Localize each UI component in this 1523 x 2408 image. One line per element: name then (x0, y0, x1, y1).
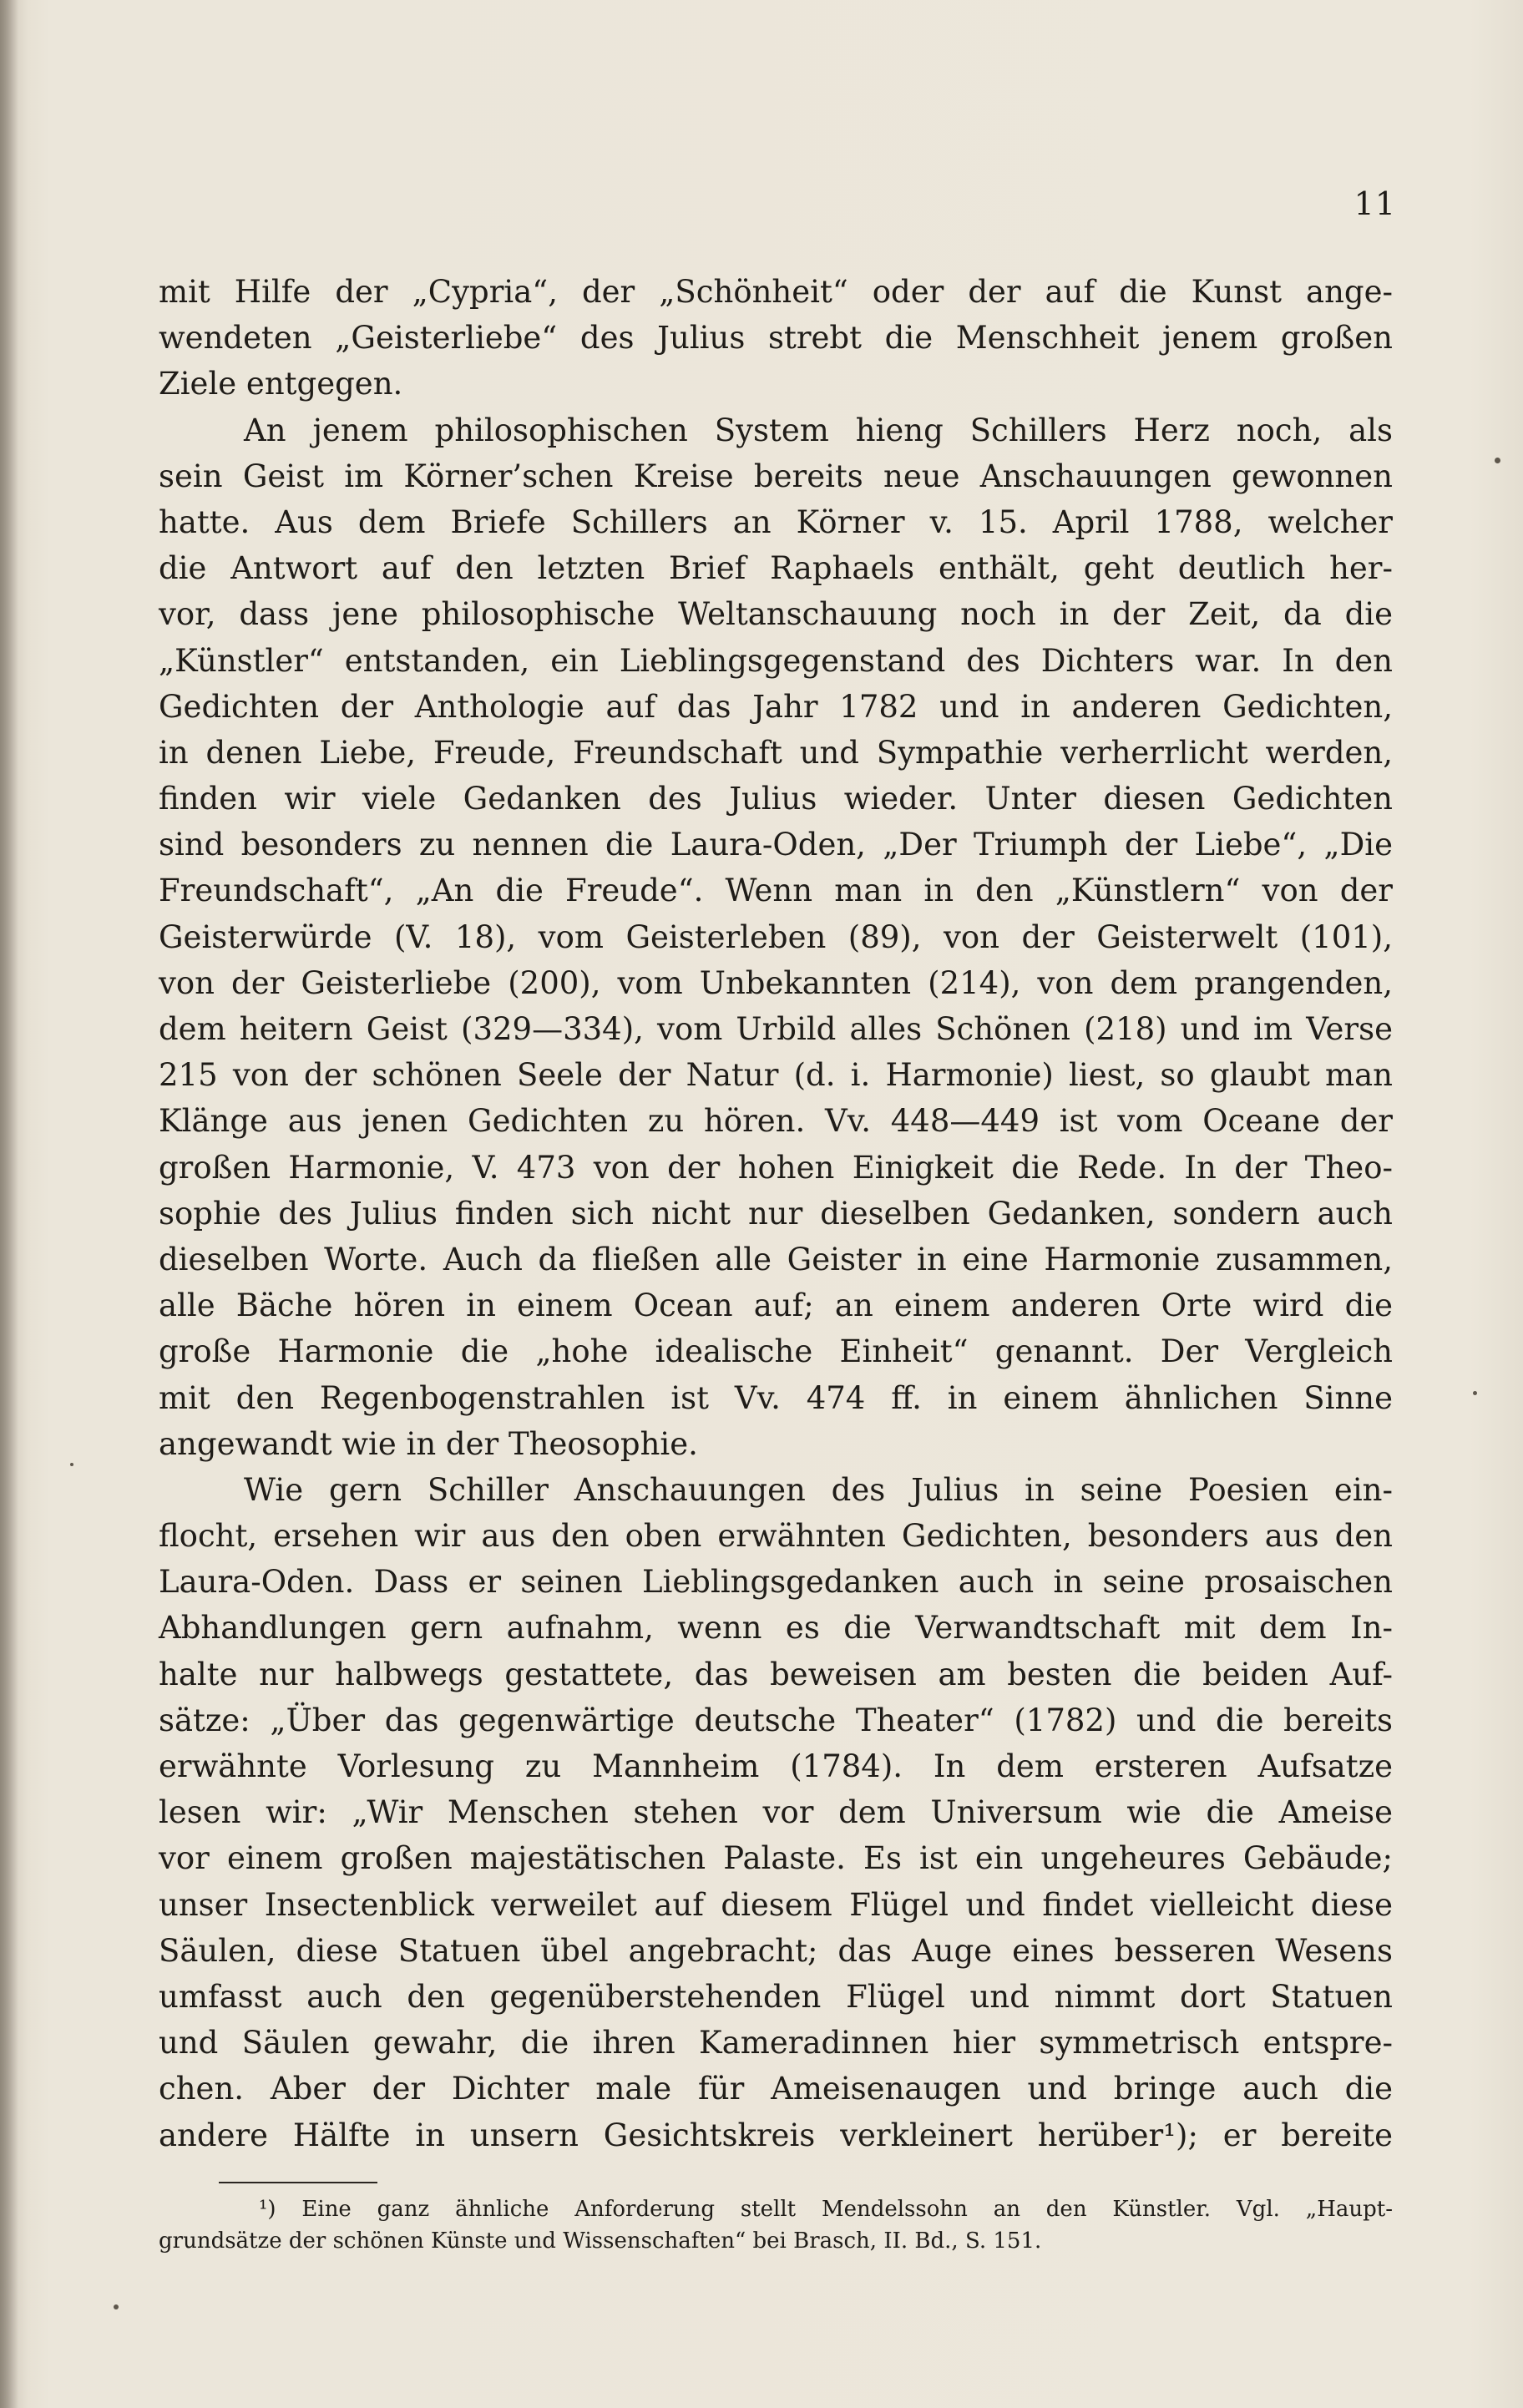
text-line: angewandt wie in der Theosophie. (159, 1425, 698, 1462)
text-line: große Harmonie die „hohe idealische Einheit“ genannt. Der Vergleich (159, 1333, 1393, 1370)
text-line: andere Hälfte in unsern Gesichtskreis verkleinert herüber¹); er bereite (159, 2117, 1393, 2153)
text-line: lesen wir: „Wir Menschen stehen vor dem Universum wie die Ameise (159, 1794, 1393, 1831)
paper-speck (1495, 458, 1500, 463)
text-line: wendeten „Geisterliebe“ des Julius strebt die Menschheit jenem großen (159, 320, 1393, 357)
text-line: 215 von der schönen Seele der Natur (d. i. Harmonie) liest, so glaubt man (159, 1057, 1393, 1094)
text-line: Wie gern Schiller Anschauungen des Julius in seine Poesien ein- (244, 1471, 1393, 1508)
footnote-divider (219, 2182, 377, 2183)
text-line: von der Geisterliebe (200), vom Unbekannten (214), von dem prangenden, (159, 964, 1393, 1001)
text-line: finden wir viele Gedanken des Julius wieder. Unter diesen Gedichten (159, 781, 1393, 817)
text-line: die Antwort auf den letzten Brief Raphaels enthält, geht deutlich her- (159, 550, 1393, 587)
text-line: flocht, ersehen wir aus den oben erwähnten Gedichten, besonders aus den (159, 1518, 1393, 1555)
text-line: in denen Liebe, Freude, Freundschaft und Sympathie verherrlicht werden, (159, 734, 1393, 771)
paper-speck (114, 2304, 119, 2309)
body-text (159, 269, 1393, 2158)
text-line: chen. Aber der Dichter male für Ameisenaugen und bringe auch die (159, 2071, 1393, 2107)
text-line: sophie des Julius finden sich nicht nur dieselben Gedanken, sondern auch (159, 1195, 1393, 1232)
text-line: umfasst auch den gegenüberstehenden Flügel und nimmt dort Statuen (159, 1978, 1393, 2015)
text-line: sein Geist im Körner’schen Kreise bereits neue Anschauungen gewonnen (159, 458, 1393, 494)
text-line: hatte. Aus dem Briefe Schillers an Körner v. 15. April 1788, welcher (159, 503, 1393, 540)
text-line: mit den Regenbogenstrahlen ist Vv. 474 ff. in einem ähnlichen Sinne (159, 1379, 1393, 1416)
text-line: An jenem philosophischen System hieng Schillers Herz noch, als (244, 412, 1393, 448)
text-line: vor einem großen majestätischen Palaste. Es ist ein ungeheures Gebäude; (159, 1840, 1393, 1877)
text-line: alle Bäche hören in einem Ocean auf; an einem anderen Orte wird die (159, 1287, 1393, 1324)
text-line: Klänge aus jenen Gedichten zu hören. Vv. 448—449 ist vom Oceane der (159, 1103, 1393, 1140)
text-line: „Künstler“ entstanden, ein Lieblingsgegenstand des Dichters war. In den (159, 642, 1393, 679)
footnote-line: ¹) Eine ganz ähnliche Anforderung stellt Mendelssohn an den Künstler. Vgl. „Haupt- (259, 2197, 1393, 2222)
text-line: sind besonders zu nennen die Laura-Oden, „Der Triumph der Liebe“, „Die (159, 827, 1393, 863)
text-line: Laura-Oden. Dass er seinen Lieblingsgedanken auch in seine prosaischen (159, 1564, 1393, 1601)
text-line: dieselben Worte. Auch da fließen alle Geister in eine Harmonie zusammen, (159, 1241, 1393, 1277)
text-line: Freundschaft“, „An die Freude“. Wenn man in den „Künstlern“ von der (159, 873, 1393, 909)
text-line: unser Insectenblick verweilet auf diesem Flügel und findet vielleicht diese (159, 1886, 1393, 1923)
footnotes (159, 2193, 1393, 2257)
footnote-line: grundsätze der schönen Künste und Wissenschaften“ bei Brasch, II. Bd., S. 151. (159, 2228, 1042, 2254)
text-line: mit Hilfe der „Cypria“, der „Schönheit“ oder der auf die Kunst ange- (159, 274, 1393, 310)
text-line: und Säulen gewahr, die ihren Kameradinnen hier symmetrisch entspre- (159, 2025, 1393, 2061)
paper-speck (70, 1463, 73, 1466)
paper-speck (1473, 1391, 1477, 1395)
text-line: dem heitern Geist (329—334), vom Urbild alles Schönen (218) und im Verse (159, 1011, 1393, 1047)
text-line: großen Harmonie, V. 473 von der hohen Einigkeit die Rede. In der Theo- (159, 1149, 1393, 1186)
text-line: Ziele entgegen. (159, 366, 403, 402)
text-line: sätze: „Über das gegenwärtige deutsche Theater“ (1782) und die bereits (159, 1702, 1393, 1738)
text-line: vor, dass jene philosophische Weltanschauung noch in der Zeit, da die (159, 596, 1393, 633)
spine-shadow (0, 0, 18, 2408)
text-line: Geisterwürde (V. 18), vom Geisterleben (89), von der Geisterwelt (101), (159, 918, 1393, 955)
text-line: erwähnte Vorlesung zu Mannheim (1784). In dem ersteren Aufsatze (159, 1748, 1393, 1784)
text-line: Säulen, diese Statuen übel angebracht; das Auge eines besseren Wesens (159, 1932, 1393, 1969)
text-line: Gedichten der Anthologie auf das Jahr 1782 und in anderen Gedichten, (159, 688, 1393, 725)
text-line: Abhandlungen gern aufnahm, wenn es die Verwandtschaft mit dem In- (159, 1610, 1393, 1647)
text-line: halte nur halbwegs gestattete, das beweisen am besten die beiden Auf- (159, 1656, 1393, 1692)
page-number: 11 (1353, 185, 1396, 222)
